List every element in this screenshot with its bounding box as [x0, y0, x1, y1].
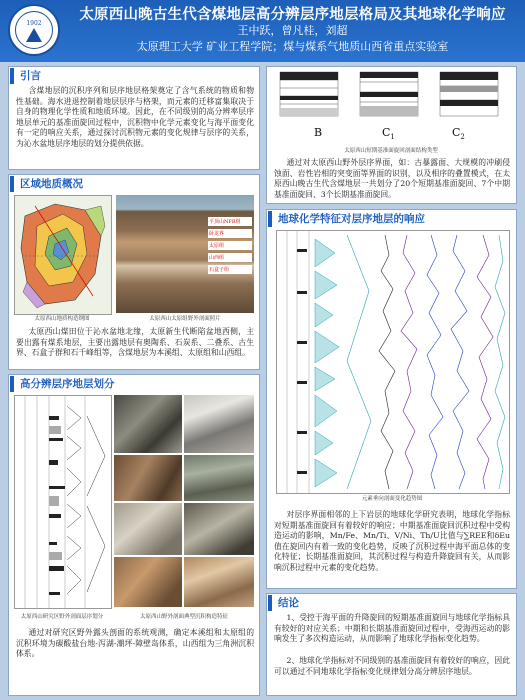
poster-affiliation: 太原理工大学 矿业工程学院；煤与煤系气地质山西省重点实验室	[136, 40, 449, 53]
stratigraphic-column	[14, 395, 112, 609]
cycle-label-c2: $C_2$	[452, 126, 465, 142]
legend-item: 卧龙界	[208, 229, 252, 238]
region-heading: 区域地质概况	[10, 176, 150, 192]
intro-text: 含煤地层的沉积序列和层序地层格架奠定了含气系统的物质和物性基础。海水进退控制着地层层序与格架，而元素的迁移富集取决于自身的物理化学性质和地质环境。因此，在不同级别的高分辨率层序地层单元的基准面旋回过程中，沉积物中化学元素变化与海平面变化有一定的响应关系，通过探讨沉积物元素的变化规律与层序的关系，为沁水盆地层序地层的划分提供依据。	[16, 86, 254, 148]
field-photo-5	[114, 503, 182, 555]
conclusion-heading: 结论	[268, 595, 368, 611]
field-photo-1	[114, 395, 182, 453]
map-legend	[208, 217, 252, 274]
legend-item: 平顶山NFR组	[208, 217, 252, 226]
field-photo-8	[184, 557, 254, 607]
hires-heading: 高分辨层序地层划分	[10, 376, 170, 392]
cycle-label-b: B	[314, 126, 323, 139]
field-photo-7	[114, 557, 182, 607]
geochem-text: 对层序界面相邻的上下岩层的地球化学研究表明，地球化学指标对短期基准面旋回有着较好的响应；中期基准面旋回沉积过程中受构造运动的影响，Mn/Fe、Mn/Ti、V/Ni、Th/U比值与∑REE和δEu值在旋回内有着一致的变化趋势，反映了沉积过程中海平面总体的变化特征；长期基准面旋回，其沉积过程与构造升降旋回有关，从而影响沉积过程中元素的变化趋势。	[274, 510, 510, 572]
geologic-map	[14, 195, 112, 315]
field-photo-4	[184, 455, 254, 501]
cycle-diagram-b	[276, 70, 342, 118]
field-photo-6	[184, 503, 254, 555]
column-caption: 太原西山研究区野外剖面层序划分	[20, 614, 104, 620]
university-logo	[8, 4, 60, 56]
cycle-diagram-c2	[436, 70, 502, 118]
rhythm-text: 通过对太原西山野外层序界面，如：古暴露面、大规模的冲刷侵蚀面、岩性岩相的突变面等界面的识别，以及相序的叠置模式，在太原西山晚古生代含煤地层一共划分了20个短期基准面旋回、7个中期基准面旋回、3个长期基准面旋回。	[274, 158, 510, 199]
legend-item: 太原组	[208, 241, 252, 250]
poster-title: 太原西山晚古生代含煤地层高分辨层序地层格局及其地球化学响应	[79, 6, 506, 23]
photo-caption: 太原西山太原组野外剖面照片	[149, 316, 221, 322]
map-caption: 太原西山地质构造纲图	[34, 316, 90, 322]
conclusion-point-1: 1、受控于海平面的升降旋回的短期基准面旋回与地球化学指标具有较好的对应关系；中期和长期基准面旋回过程中，受海西运动的影响发生了多次构造运动，从而影响了地球化学指标变化趋势。	[274, 613, 510, 643]
region-text: 太原西山煤田位于沁水盆地北缘，太原新生代断陷盆地西侧，主要出露有煤系地层，主要出露地层有奥陶系、石炭系、二叠系、古生界、石盒子群和石千峰组等，含煤地层为本溪组、太原组和山西组。	[16, 327, 254, 357]
intro-heading: 引言	[10, 68, 130, 84]
photos-caption: 太原西山野外剖面典型沉积构造特征	[139, 614, 228, 620]
geochem-caption: 元素垂向剖面变化趋势图	[361, 496, 423, 502]
logo-year: 1902	[26, 20, 42, 27]
cycle-label-c1: $C_1$	[382, 126, 395, 142]
conclusion-point-2: 2、地球化学指标对不同级别的基准面旋回有着较好的响应，因此可以通过不同地球化学指标变化规律划分高分辨层序地层。	[274, 656, 510, 676]
cycle-diagram-c1	[356, 70, 422, 118]
hires-text: 通过对研究区野外露头剖面的系统观测，确定本溪组和太原组的沉积环境为碳酸盐台地-泻湖-潮坪-障壁岛体系，山西组为三角洲沉积体系。	[16, 628, 254, 658]
geochem-heading: 地球化学特征对层序地层的响应	[268, 211, 458, 227]
field-photo-taiyuan	[116, 195, 254, 313]
poster-header	[0, 0, 525, 62]
legend-item: 山西组	[208, 253, 252, 262]
legend-item: 石盒子组	[208, 265, 252, 274]
element-profile-chart	[276, 230, 510, 494]
field-photo-2	[184, 395, 254, 453]
field-photo-3	[114, 455, 182, 501]
rhythm-caption: 太原西山短期基准面旋回剖面结构类型	[344, 148, 438, 154]
poster-authors: 王中跃，曾凡桂，刘超	[237, 24, 348, 37]
